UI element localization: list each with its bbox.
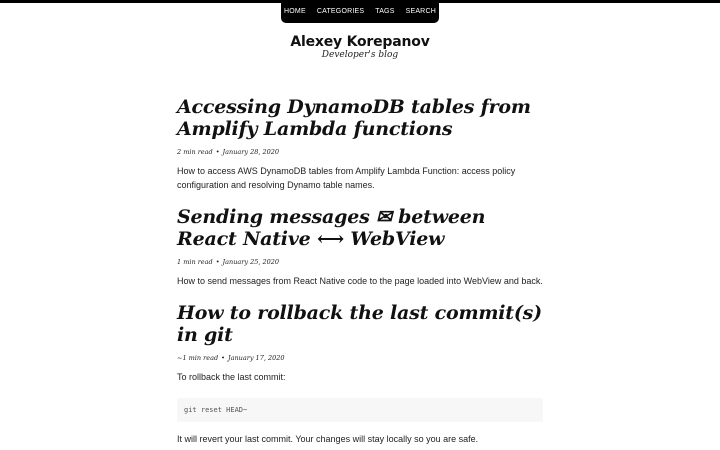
post-item xyxy=(177,96,547,192)
post-date: January 17, 2020 xyxy=(227,354,285,362)
post-date: January 25, 2020 xyxy=(222,258,280,266)
post-title[interactable]: Accessing DynamoDB tables from Amplify Lambda functions xyxy=(177,96,531,140)
meta-separator: • xyxy=(215,148,220,156)
post-excerpt: How to send messages from React Native code to the page loaded into WebView and back. xyxy=(177,276,543,286)
post-meta xyxy=(177,354,547,362)
post-date: January 28, 2020 xyxy=(222,148,280,156)
nav-search[interactable]: SEARCH xyxy=(405,8,436,15)
code-block xyxy=(177,398,543,422)
code-snippet: git reset HEAD~ xyxy=(184,406,248,414)
meta-separator: • xyxy=(215,258,220,266)
post-item xyxy=(177,302,547,444)
main-nav xyxy=(281,0,439,23)
nav-categories[interactable]: CATEGORIES xyxy=(316,8,365,15)
post-excerpt: How to access AWS DynamoDB tables from Amplify Lambda Function: access policy configuration and resolving Dynamo table names. xyxy=(177,166,516,190)
site-title[interactable]: Alexey Korepanov xyxy=(290,34,430,50)
nav-tags[interactable]: TAGS xyxy=(375,8,395,15)
read-time: ~1 min read xyxy=(177,354,219,362)
post-item xyxy=(177,206,547,288)
post-meta xyxy=(177,258,547,266)
post-title[interactable]: How to rollback the last commit(s) in git xyxy=(177,302,542,346)
post-text: It will revert your last commit. Your changes will stay locally so you are safe. xyxy=(177,434,479,444)
post-title[interactable]: Sending messages ✉ between React Native ⟷ WebView xyxy=(177,206,486,250)
read-time: 1 min read xyxy=(177,258,213,266)
site-subtitle: Developer's blog xyxy=(321,50,399,60)
nav-home[interactable]: HOME xyxy=(284,8,306,15)
meta-separator: • xyxy=(221,354,225,362)
read-time: 2 min read xyxy=(177,148,213,156)
post-excerpt: To rollback the last commit: xyxy=(177,372,286,382)
post-meta xyxy=(177,148,547,156)
